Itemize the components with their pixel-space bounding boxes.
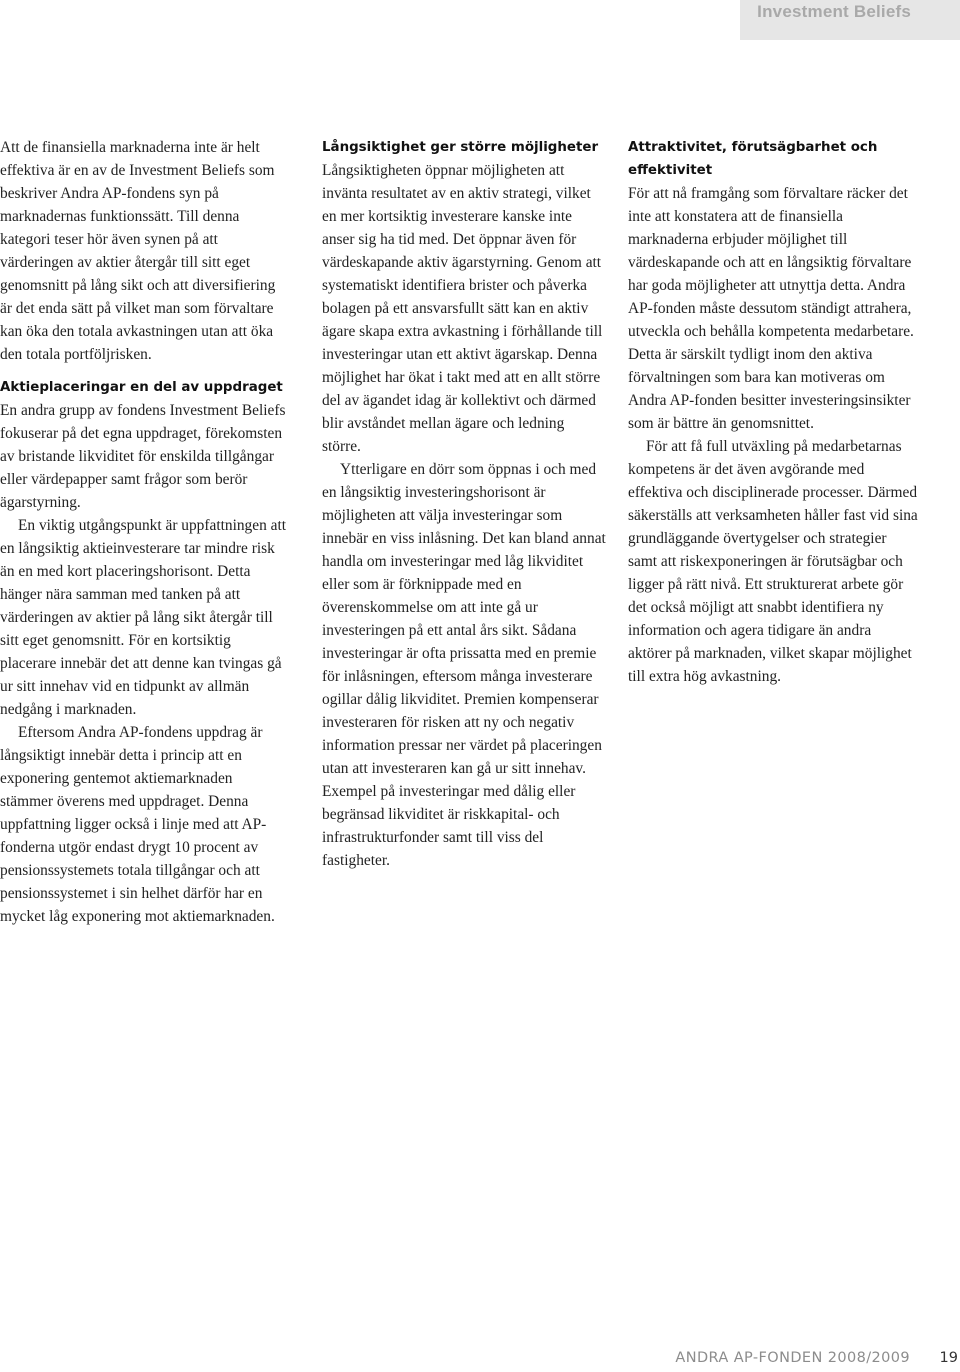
section-heading-langsiktighet: Långsiktighet ger större möjligheter [322, 140, 599, 155]
body-paragraph: För att få full utväxling på medarbetarnas kompetens är det även avgörande med effektiva och disciplinerade processer. Därmed säkerställs att verksamheten håller fast vid sina grundläggande övertygelser och strategier samt att riskexponeringen är förutsägbar och ligger på rätt nivå. Ett strukturerat arbete gör det också möjligt att snabbt identifiera ny information och agera tidigare än andra aktörer på marknaden, vilket skapar möjlighet till extra hög avkastning. [628, 438, 918, 685]
section-heading-aktieplaceringar: Aktieplaceringar en del av uppdraget [0, 380, 283, 395]
column-1 [0, 136, 287, 928]
section-title: Investment Beliefs [757, 2, 911, 21]
body-paragraph: För att nå framgång som förvaltare räcker det inte att konstatera att de finansiella marknaderna erbjuder möjlighet till värdeskapande och att en långsiktig förvaltare har goda möjligheter att utnyttja detta. Andra AP-fonden måste dessutom ständigt attrahera, utveckla och behålla kompetenta medarbetare. Detta är särskilt tydligt inom den aktiva förvaltningen som bara kan motiveras om Andra AP-fonden besitter investeringsinsikter som är bättre än genomsnittet. [628, 185, 914, 432]
body-paragraph: En viktig utgångspunkt är uppfattningen att en långsiktig aktieinvesterare tar mindre risk än en med kort placeringshorisont. Detta hänger nära samman med tanken på att värderingen av aktier på lång sikt återgår till sitt eget genomsnitt. För en kortsiktig placerare innebär det att denne kan tvingas gå ur sitt innehav vid en tidpunkt av allmän nedgång i marknaden. [0, 517, 287, 718]
body-paragraph: Långsiktigheten öppnar möjligheten att invänta resultatet av en aktiv strategi, vilket en mer kortsiktig investerare kanske inte anser sig ha tid med. Det öppnar även för värdeskapande aktiv ägarstyrning. Genom att systematiskt identifiera brister och påverka bolagen på ett ansvarsfullt sätt kan en aktiv ägare skapa extra avkastning i förhållande till investeringar utan ett aktivt ägarskap. Denna möjlighet har ökat i takt med att en allt större del av ägandet idag är kollektivt och därmed blir avståndet mellan ägare och ledning större. [322, 162, 603, 455]
footer-publication: ANDRA AP-FONDEN 2008/2009 [675, 1350, 910, 1366]
column-2 [322, 136, 607, 872]
body-paragraph: Eftersom Andra AP-fondens uppdrag är långsiktigt innebär detta i princip att en exponering gentemot aktiemarknaden stämmer överens med uppdraget. Denna uppfattning ligger också i linje med att AP-fonderna utgör endast drygt 10 procent av pensionssystemets totala tillgångar och att pensionssystemet i sin helhet därför har en mycket låg exponering mot aktiemarknaden. [0, 724, 275, 925]
column-3 [628, 136, 918, 688]
page-number: 19 [939, 1350, 958, 1366]
body-paragraph: En andra grupp av fondens Investment Beliefs fokuserar på det egna uppdraget, förekomsten av bristande likviditet för enskilda tillgångar eller värdepapper samt frågor som berör ägarstyrning. [0, 402, 286, 511]
section-heading-attraktivitet: Attraktivitet, förutsägbarhet och effektivitet [628, 140, 878, 178]
intro-paragraph: Att de finansiella marknaderna inte är helt effektiva är en av de Investment Beliefs som beskriver Andra AP-fondens syn på marknadernas funktionssätt. Till denna kategori teser hör även synen på att värderingen av aktier återgår till sitt eget genomsnitt på lång sikt och att diversifiering är det enda sätt på vilket man som förvaltare kan öka den totala avkastningen utan att öka den totala portföljrisken. [0, 139, 276, 363]
body-paragraph: Ytterligare en dörr som öppnas i och med en långsiktig investeringshorisont är möjligheten att välja investeringar som innebär en viss inlåsning. Det kan bland annat handla om investeringar med låg likviditet eller som är förknippade med en överenskommelse om att inte gå ur investeringen på ett antal års sikt. Sådana investeringar är ofta prissatta med en premie för inlåsningen, eftersom många investerare ogillar dålig likviditet. Premien kompenserar investeraren för risken att ny och negativ information pressar ner värdet på placeringen utan att investeraren kan gå ur sitt innehav. Exempel på investeringar med dålig eller begränsad likviditet är riskkapital- och infrastrukturfonder samt till viss del fastigheter. [322, 461, 606, 869]
